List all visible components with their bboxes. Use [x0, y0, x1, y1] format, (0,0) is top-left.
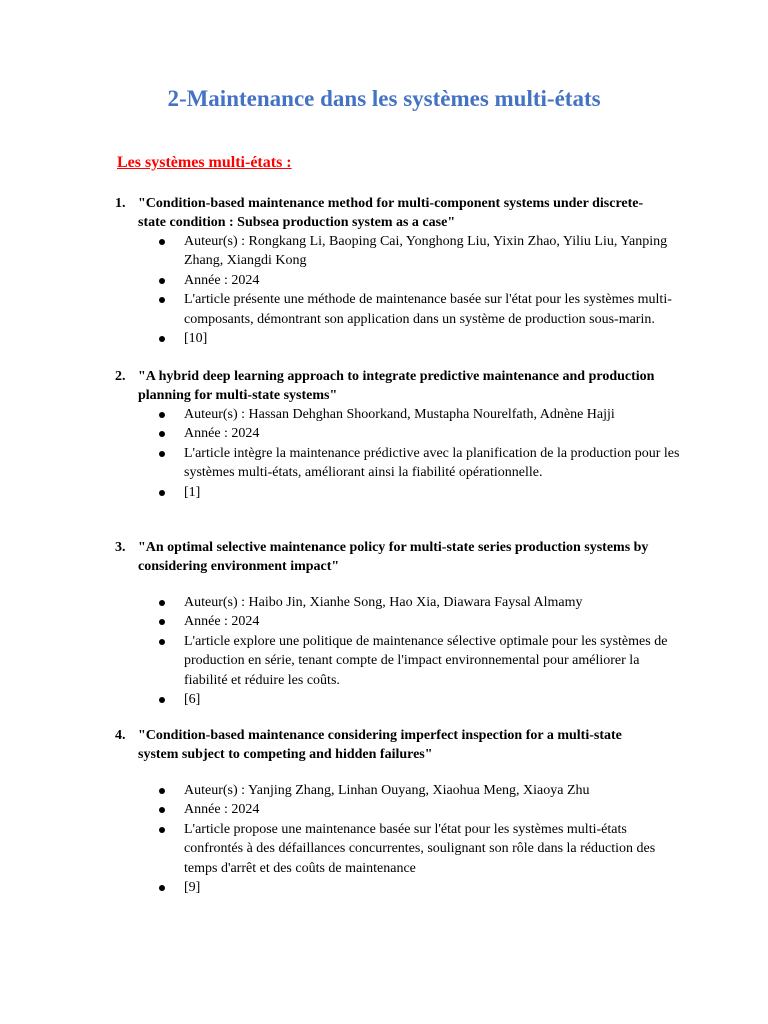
article-number: 3.	[115, 540, 126, 555]
bullet-icon	[159, 807, 165, 813]
page-title: 2-Maintenance dans les systèmes multi-états	[167, 86, 601, 111]
bullet-icon	[159, 278, 165, 284]
article-authors	[0, 781, 684, 800]
article-reference	[0, 483, 684, 502]
article-number: 2.	[115, 369, 126, 384]
bullet-icon	[159, 697, 165, 703]
year-text: Année : 2024	[184, 802, 260, 818]
article-details	[0, 405, 768, 502]
bullet-icon	[159, 451, 165, 457]
article-authors	[0, 232, 684, 271]
article-title: "Condition-based maintenance considering imperfect inspection for a multi-state system subject to competing and hidden failures"	[138, 728, 622, 762]
bullet-icon	[159, 600, 165, 606]
article-reference	[0, 878, 684, 897]
reference-text: [9]	[184, 880, 201, 896]
article-authors	[0, 593, 684, 612]
year-text: Année : 2024	[184, 614, 260, 630]
reference-text: [10]	[184, 331, 208, 347]
bullet-icon	[159, 827, 165, 833]
authors-text: Auteur(s) : Hassan Dehghan Shoorkand, Mustapha Nourelfath, Adnène Hajji	[184, 407, 615, 422]
year-text: Année : 2024	[184, 272, 260, 288]
bullet-icon	[159, 239, 165, 245]
article-title: "A hybrid deep learning approach to integrate predictive maintenance and production planning for multi-state systems"	[138, 369, 655, 403]
year-text: Année : 2024	[184, 426, 260, 442]
article-year	[0, 612, 684, 631]
reference-text: [6]	[184, 692, 201, 708]
article-details	[0, 593, 768, 709]
summary-text: L'article propose une maintenance basée sur l'état pour les systèmes multi-états confrontés à des défaillances concurrentes, soulignant son rôle dans la réduction des temps d'arrêt et des coûts de maintenance	[184, 821, 656, 876]
article-reference	[0, 329, 684, 348]
article-number: 1.	[115, 196, 126, 211]
bullet-icon	[159, 885, 165, 891]
bullet-icon	[159, 619, 165, 625]
article-title: "Condition-based maintenance method for multi-component systems under discrete-state condition : Subsea production system as a case"	[138, 196, 644, 230]
article-authors	[0, 405, 684, 424]
bullet-icon	[159, 297, 165, 303]
bullet-icon	[159, 431, 165, 437]
article-number: 4.	[115, 728, 126, 743]
article-reference	[0, 690, 684, 709]
bullet-icon	[159, 336, 165, 342]
article-year	[0, 800, 684, 819]
summary-text: L'article présente une méthode de maintenance basée sur l'état pour les systèmes multi-composants, démontrant son application dans un système de production sous-marin.	[184, 292, 672, 327]
article-summary	[0, 632, 684, 690]
reference-text: [1]	[184, 484, 201, 500]
bullet-icon	[159, 490, 165, 496]
bullet-icon	[159, 412, 165, 418]
bullet-icon	[159, 788, 165, 794]
article-title: "An optimal selective maintenance policy for multi-state series production systems by considering environment impact"	[138, 540, 649, 574]
article-summary	[0, 444, 684, 483]
section-heading: Les systèmes multi-états :	[117, 154, 292, 171]
article-year	[0, 271, 684, 290]
authors-text: Auteur(s) : Haibo Jin, Xianhe Song, Hao Xia, Diawara Faysal Almamy	[184, 595, 583, 610]
article-details	[0, 232, 768, 348]
authors-text: Auteur(s) : Yanjing Zhang, Linhan Ouyang, Xiaohua Meng, Xiaoya Zhu	[184, 783, 590, 798]
article-year	[0, 424, 684, 443]
authors-text: Auteur(s) : Rongkang Li, Baoping Cai, Yonghong Liu, Yixin Zhao, Yiliu Liu, Yanping Zhang, Xiangdi Kong	[184, 234, 668, 269]
summary-text: L'article intègre la maintenance prédictive avec la planification de la production pour les systèmes multi-états, améliorant ainsi la fiabilité opérationnelle.	[184, 445, 680, 481]
article-details	[0, 781, 768, 897]
bullet-icon	[159, 639, 165, 645]
article-summary	[0, 290, 684, 329]
article-summary	[0, 820, 684, 878]
summary-text: L'article explore une politique de maintenance sélective optimale pour les systèmes de production en série, tenant compte de l'impact environnemental pour améliorer la fiabilité et réduire les coûts.	[184, 633, 668, 688]
